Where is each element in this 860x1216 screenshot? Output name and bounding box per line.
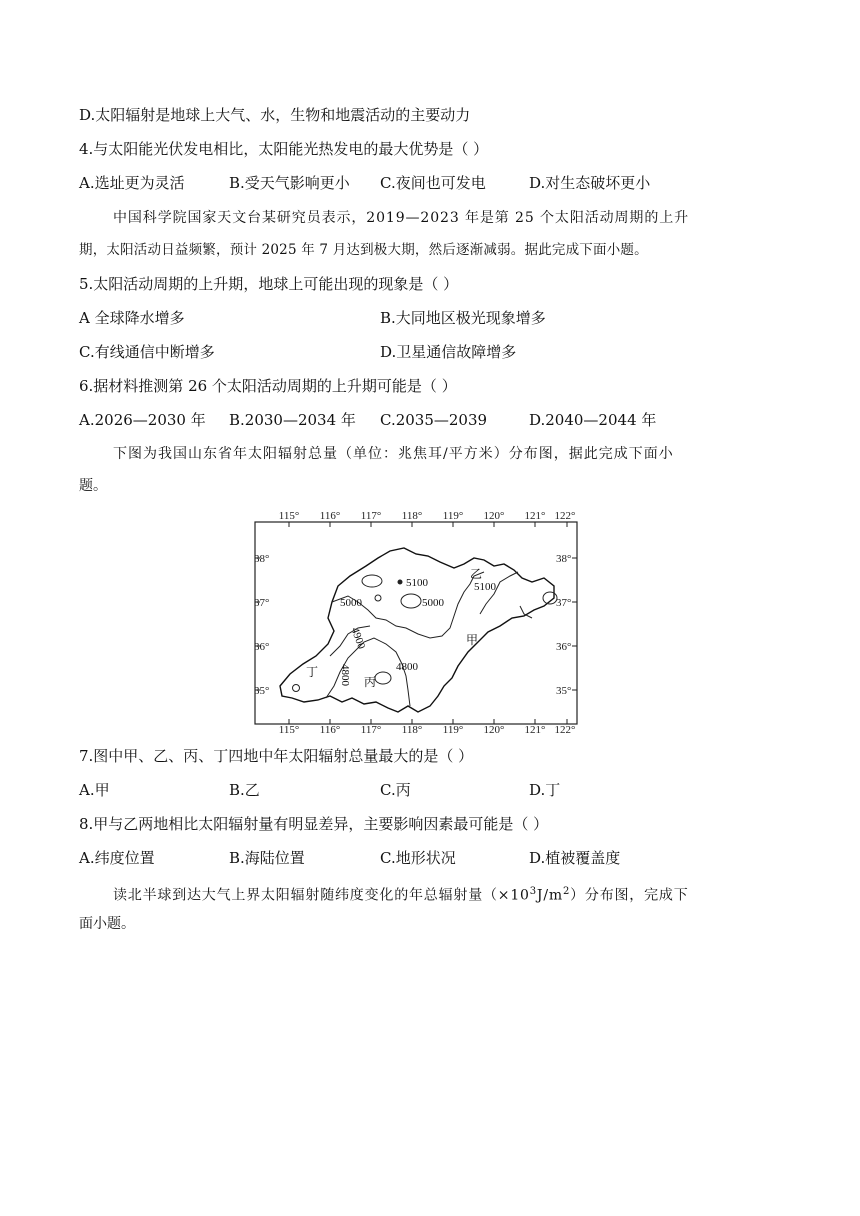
place-label-bing: 丙 (364, 675, 377, 689)
lon-label-top: 116° (319, 510, 341, 522)
lon-label-bottom: 117° (360, 724, 382, 734)
q7-option-b: B.乙 (229, 781, 260, 799)
passage-2-line-2: 题。 (79, 478, 107, 494)
q7-option-d: D.丁 (529, 781, 561, 799)
q4-option-b: B.受天气影响更小 (229, 174, 350, 192)
lat-label-right: 35° (556, 685, 572, 697)
passage-3-line-1 (113, 882, 689, 906)
q5-option-a: A 全球降水增多 (79, 309, 185, 327)
isoline-closed-5000 (401, 594, 421, 608)
question-8: 8.甲与乙两地相比太阳辐射量有明显差异，主要影响因素最可能是（ ） (79, 815, 549, 833)
lon-label-bottom: 122° (554, 724, 576, 734)
isoline-label: 5100 (474, 581, 496, 593)
q6-option-c: C.2035—2039 (380, 411, 488, 429)
isoline-label: 4800 (339, 664, 351, 686)
q5-option-d: D.卫星通信故障增多 (380, 343, 517, 361)
lat-label-left: 38° (254, 553, 270, 565)
exponent: 2 (562, 886, 571, 897)
q6-option-a: A.2026—2030 年 (79, 411, 206, 429)
q7-option-c: C.丙 (380, 781, 411, 799)
q8-option-b: B.海陆位置 (229, 849, 305, 867)
lat-label-left: 35° (254, 685, 270, 697)
lon-label-bottom: 120° (483, 724, 505, 734)
isoline-closed-4800 (375, 672, 391, 684)
isoline-closed-east (543, 592, 557, 604)
passage-3-text-end: ）分布图，完成下 (570, 887, 689, 904)
lat-label-left: 36° (254, 641, 270, 653)
question-7: 7.图中甲、乙、丙、丁四地中年太阳辐射总量最大的是（ ） (79, 747, 474, 765)
lon-label-bottom: 121° (524, 724, 546, 734)
q7-option-a: A.甲 (79, 781, 110, 799)
passage-2-line-1: 下图为我国山东省年太阳辐射总量（单位：兆焦耳/平方米）分布图，据此完成下面小 (113, 446, 674, 462)
option-d-q3: D.太阳辐射是地球上大气、水，生物和地震活动的主要动力 (79, 106, 471, 124)
passage-1-line-2: 期，太阳活动日益频繁，预计 2025 年 7 月达到极大期，然后逐渐减弱。据此完成下面小题。 (79, 242, 648, 258)
passage-3-unit: J/m (536, 887, 563, 904)
lon-label-top: 115° (278, 510, 300, 522)
isoline-label: 4900 (348, 625, 368, 651)
passage-3-text: 读北半球到达大气上界太阳辐射随纬度变化的年总辐射量（×10 (113, 887, 530, 904)
lon-label-top: 117° (360, 510, 382, 522)
place-label-yi: 乙 (470, 567, 483, 581)
q4-option-c: C.夜间也可发电 (380, 174, 486, 192)
lon-label-top: 120° (483, 510, 505, 522)
lon-label-bottom: 116° (319, 724, 341, 734)
question-5: 5.太阳活动周期的上升期，地球上可能出现的现象是（ ） (79, 275, 459, 293)
isoline-label: 5000 (422, 597, 444, 609)
q5-option-b: B.大同地区极光现象增多 (380, 309, 546, 327)
lat-label-right: 37° (556, 597, 572, 609)
lon-label-top: 122° (554, 510, 576, 522)
map-frame (255, 522, 577, 724)
q5-option-c: C.有线通信中断增多 (79, 343, 215, 361)
passage-1-line-1: 中国科学院国家天文台某研究员表示，2019—2023 年是第 25 个太阳活动周期的上升 (113, 210, 690, 226)
q6-option-b: B.2030—2034 年 (229, 411, 356, 429)
province-outline (280, 548, 554, 712)
lon-label-top: 121° (524, 510, 546, 522)
shandong-radiation-map (248, 506, 588, 734)
lon-label-bottom: 119° (442, 724, 464, 734)
q8-option-a: A.纬度位置 (79, 849, 155, 867)
isoline-label: 5000 (340, 597, 362, 609)
question-6: 6.据材料推测第 26 个太阳活动周期的上升期可能是（ ） (79, 377, 457, 395)
lat-label-right: 36° (556, 641, 572, 653)
q4-option-a: A.选址更为灵活 (79, 174, 185, 192)
place-label-ding: 丁 (306, 665, 319, 679)
passage-3-line-2: 面小题。 (79, 916, 135, 932)
q6-option-d: D.2040—2044 年 (529, 411, 657, 429)
lon-label-bottom: 118° (401, 724, 423, 734)
isoline-5100-east (480, 572, 518, 614)
lon-label-top: 119° (442, 510, 464, 522)
exponent: 3 (529, 886, 537, 897)
isoline-label: 5100 (406, 577, 428, 589)
lat-label-left: 37° (254, 597, 270, 609)
lon-label-top: 118° (401, 510, 423, 522)
point-dot (375, 595, 381, 601)
isoline-closed-5100 (362, 575, 382, 587)
q4-option-d: D.对生态破坏更小 (529, 174, 651, 192)
point-dot (293, 685, 300, 692)
point-dot (398, 580, 402, 584)
place-label-jia: 甲 (466, 633, 479, 647)
q8-option-c: C.地形状况 (380, 849, 456, 867)
lat-label-right: 38° (556, 553, 572, 565)
question-4: 4.与太阳能光伏发电相比，太阳能光热发电的最大优势是（ ） (79, 140, 489, 158)
q8-option-d: D.植被覆盖度 (529, 849, 621, 867)
lon-label-bottom: 115° (278, 724, 300, 734)
isoline-label: 4800 (396, 661, 418, 673)
